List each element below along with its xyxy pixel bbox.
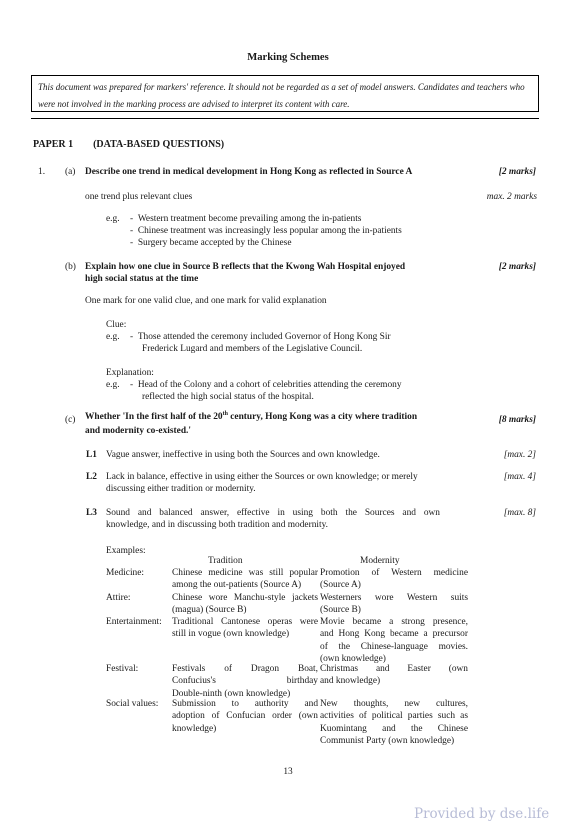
row-label: Attire: (106, 593, 131, 603)
part-b-question-line2: high social status at the time (85, 274, 199, 284)
modernity-cell: Promotion of Western medicine (Source A) (320, 568, 468, 591)
explanation-eg: e.g. (106, 380, 120, 390)
question-number: 1. (38, 167, 46, 177)
explanation-line2: reflected the high social status of the hospital. (142, 392, 314, 402)
clue-eg: e.g. (106, 332, 120, 342)
part-c-marks: [8 marks] (498, 415, 536, 425)
col-tradition-header: Tradition (208, 556, 243, 566)
examples-heading: Examples: (106, 546, 146, 556)
paper-label: PAPER 1 (33, 139, 74, 150)
list-item: - Surgery became accepted by the Chinese (130, 238, 292, 248)
part-b-criterion: One mark for one valid clue, and one mark for valid explanation (85, 296, 327, 306)
level-code: L1 (86, 450, 97, 460)
explanation-line1: - Head of the Colony and a cohort of celebrities attending the ceremony (130, 380, 402, 390)
modernity-cell: Christmas and Easter (own and knowledge) (320, 664, 468, 687)
tradition-cell: Submission to authority and adoption of Confucian order (own knowledge) (172, 699, 318, 734)
part-b-question-line1: Explain how one clue in Source B reflects that the Kwong Wah Hospital enjoyed (85, 262, 406, 272)
part-b-marks: [2 marks] (498, 262, 536, 272)
row-label: Medicine: (106, 568, 145, 578)
list-item: - Western treatment become prevailing among the in-patients (130, 214, 362, 224)
level-max: [max. 2] (503, 450, 536, 460)
clue-heading: Clue: (106, 320, 127, 330)
modernity-cell: Movie became a strong presence, and Hong Kong became a precursor of the Chinese-language movies. (own knowledge) (320, 617, 468, 665)
level-max: [max. 4] (503, 472, 536, 482)
tradition-cell: Traditional Cantonese operas were still in vogue (own knowledge) (172, 617, 318, 640)
part-a-marks: [2 marks] (498, 167, 536, 177)
explanation-heading: Explanation: (106, 368, 154, 378)
level-desc: Lack in balance, effective in using either the Sources or own knowledge; or merely (106, 472, 418, 482)
list-item: - Chinese treatment was increasingly less popular among the in-patients (130, 226, 402, 236)
level-desc-line2: discussing either tradition or modernity. (106, 484, 256, 494)
row-label: Festival: (106, 664, 139, 674)
modernity-cell: New thoughts, new cultures, activities of political parties such as Kuomintang and the Chinese Communist Party (own knowledge) (320, 699, 468, 747)
paper-heading (33, 138, 224, 151)
part-a-label: (a) (65, 167, 76, 177)
paper-subtitle: (DATA-BASED QUESTIONS) (93, 139, 225, 150)
clue-line2: Frederick Lugard and members of the Legislative Council. (142, 344, 363, 354)
level-desc: Vague answer, ineffective in using both the Sources and own knowledge. (106, 450, 380, 460)
level-desc: Sound and balanced answer, effective in using both the Sources and own (106, 508, 440, 518)
col-modernity-header: Modernity (360, 556, 400, 566)
modernity-cell: Westerners wore Western suits (Source B) (320, 593, 468, 616)
part-a-question: Describe one trend in medical development in Hong Kong as reflected in Source A (85, 167, 413, 177)
part-c-question-line1: Whether 'In the first half of the 20th century, Hong Kong was a city where tradition (85, 411, 418, 423)
level-code: L3 (86, 508, 97, 518)
row-label: Social values: (106, 699, 159, 709)
level-max: [max. 8] (503, 508, 536, 518)
part-a-eg: e.g. (106, 214, 120, 224)
page-title: Marking Schemes (247, 52, 329, 63)
page-number: 13 (283, 767, 293, 777)
tradition-cell: Chinese medicine was still popular among the out-patients (Source A) (172, 568, 318, 591)
part-a-criterion: one trend plus relevant clues (85, 192, 193, 202)
part-b-label: (b) (65, 262, 76, 272)
tradition-cell: Chinese wore Manchu-style jackets (magua) (Source B) (172, 593, 318, 616)
level-code: L2 (86, 472, 97, 482)
row-label: Entertainment: (106, 617, 162, 627)
part-c-label: (c) (65, 415, 76, 425)
disclaimer-box: This document was prepared for markers' reference. It should not be regarded as a set of model answers. Candidates and teachers who were not involved in the marking process are advised to interpret its content with care. (31, 75, 539, 112)
tradition-cell: Festivals of Dragon Boat, Confucius's birthday Double-ninth (own knowledge) (172, 664, 318, 699)
part-a-max: max. 2 marks (486, 192, 537, 202)
clue-line1: - Those attended the ceremony included Governor of Hong Kong Sir (130, 332, 391, 342)
level-desc-line2: knowledge, and in discussing both tradition and modernity. (106, 520, 329, 530)
watermark: Provided by dse.life (414, 806, 550, 822)
divider (31, 118, 539, 119)
part-c-question-line2: and modernity co-existed.' (85, 426, 191, 436)
